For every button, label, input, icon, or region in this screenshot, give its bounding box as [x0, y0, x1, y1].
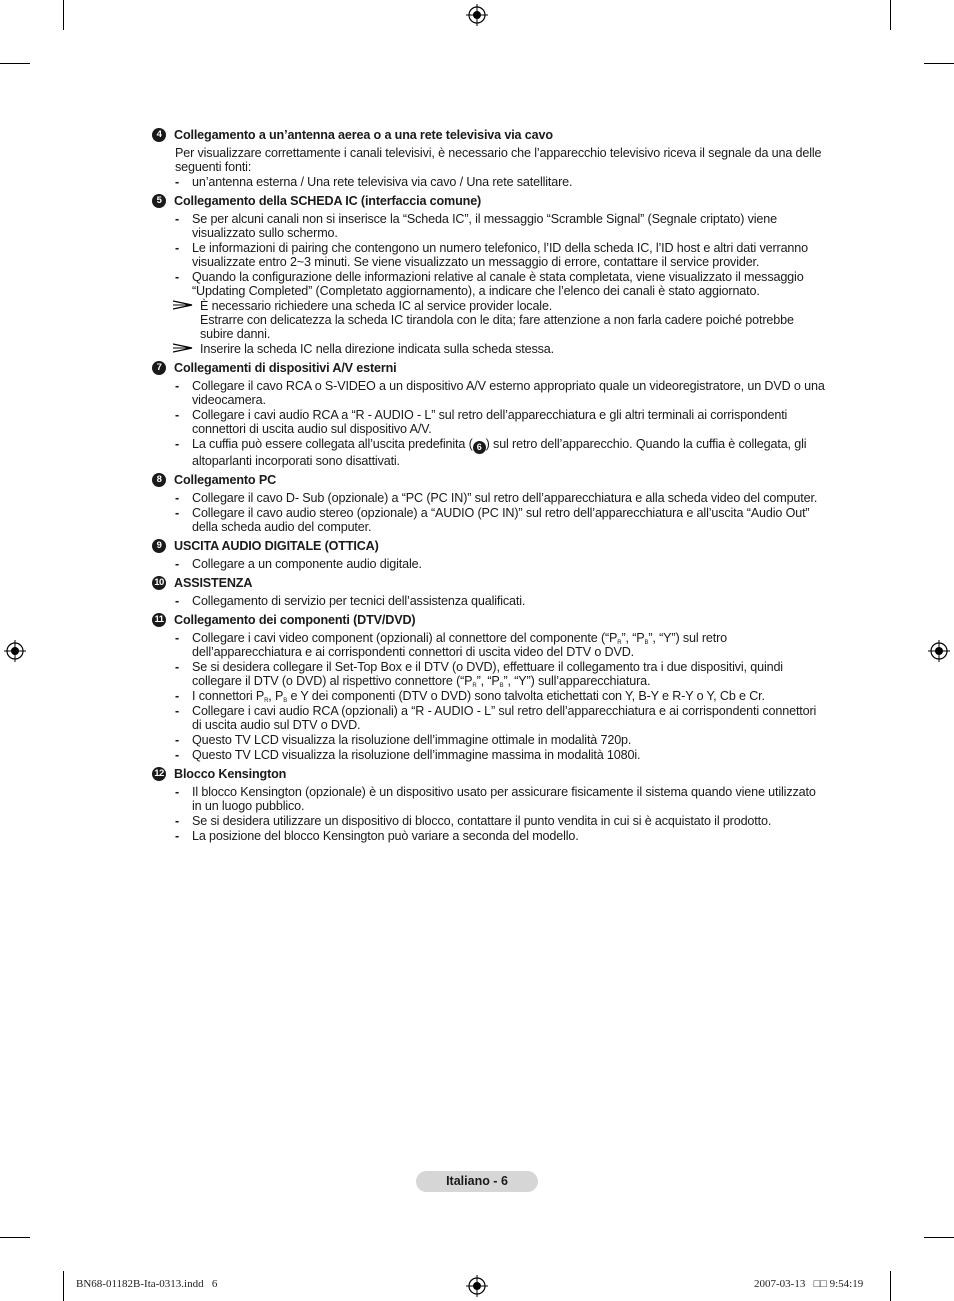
footer-datetime: 2007-03-13 □□ 9:54:19 — [754, 1278, 864, 1290]
crop-mark — [890, 0, 891, 30]
section-number-icon: 4 — [152, 128, 166, 142]
list-item: - Collegare il cavo audio stereo (opzionale) a “AUDIO (PC IN)” sul retro dell’apparecchiatura e all’uscita “Audio Out” della scheda audio del computer. — [175, 505, 810, 534]
crop-mark — [924, 1237, 954, 1238]
section-number-icon: 8 — [152, 473, 166, 487]
section-title: Collegamento a un’antenna aerea o a una rete televisiva via cavo — [174, 128, 553, 142]
note-arrow-icon — [173, 299, 200, 341]
list-item: - Se si desidera collegare il Set-Top Box e il DTV (o DVD), effettuare il collegamento tra i due dispositivi, quindi collegare il DTV (o DVD) al rispettivo connettore (“$P_R$”, “$P_B$”, “Y”) sull’apparecchiatura. — [175, 659, 783, 689]
crop-mark — [0, 1237, 30, 1238]
section-title: Collegamento dei componenti (DTV/DVD) — [174, 612, 416, 627]
list-item: - Collegamento di servizio per tecnici dell’assistenza qualificati. — [175, 593, 526, 608]
list-item: - Collegare i cavi video component (opzionali) al connettore del componente (“$P_R$”, “$P_B$”, “Y”) sul retro dell’apparecchiatura e ai corrispondenti connettori di uscita video del DTV o DVD. — [175, 630, 727, 659]
list-item: - Se per alcuni canali non si inserisce la “Scheda IC”, il messaggio “Scramble Signal” (Segnale criptato) viene visualizzato sullo schermo. — [175, 212, 777, 240]
section-number-icon: 12 — [152, 767, 166, 781]
section-service — [152, 576, 828, 608]
section-component — [152, 613, 828, 762]
note-item: Inserire la scheda IC nella direzione indicata sulla scheda stessa. — [173, 342, 828, 356]
registration-mark-icon — [466, 4, 488, 26]
crop-mark — [0, 63, 30, 64]
list-item: - Collegare il cavo RCA o S-VIDEO a un dispositivo A/V esterno appropriato quale un videoregistratore, un DVD o una videocamera. — [175, 379, 825, 407]
note-item: È necessario richiedere una scheda IC al service provider locale. Estrarre con delicatezza la scheda IC tirandola con le dita; fare attenzione a non farla cadere poiché potrebbe subire danni. — [173, 299, 828, 341]
list-item: - Collegare i cavi audio RCA a “R - AUDIO - L” sul retro dell’apparecchiatura e gli altri terminali ai corrispondenti connettori di uscita audio sul dispositivo A/V. — [175, 408, 788, 436]
section-number-icon: 7 — [152, 361, 166, 375]
section-av-external — [152, 361, 828, 468]
section-ic-card — [152, 194, 828, 356]
registration-mark-icon — [4, 640, 26, 662]
section-number-icon: 10 — [152, 576, 166, 590]
registration-mark-icon — [466, 1275, 488, 1297]
section-pc — [152, 473, 828, 534]
footer-filename: BN68-01182B-Ita-0313.indd 6 — [76, 1278, 218, 1290]
section-digital-audio — [152, 539, 828, 571]
crop-mark — [63, 0, 64, 30]
section-antenna — [152, 128, 828, 189]
section-title: ASSISTENZA — [174, 575, 253, 590]
section-number-icon: 5 — [152, 194, 166, 208]
crop-mark — [890, 1271, 891, 1301]
list-item: - un’antenna esterna / Una rete televisiva via cavo / Una rete satellitare. — [175, 175, 573, 189]
list-item: - Se si desidera utilizzare un dispositivo di blocco, contattare il punto vendita in cui si è acquistato il prodotto. — [175, 813, 772, 828]
list-item: - Questo TV LCD visualizza la risoluzione dell’immagine massima in modalità 1080i. — [175, 747, 641, 762]
list-item: - La posizione del blocco Kensington può variare a seconda del modello. — [175, 828, 579, 843]
list-item: - Collegare il cavo D- Sub (opzionale) a “PC (PC IN)” sul retro dell’apparecchiatura e alla scheda video del computer. — [175, 490, 818, 505]
crop-mark — [63, 1271, 64, 1301]
section-kensington — [152, 767, 828, 843]
section-title: Collegamento della SCHEDA IC (interfaccia comune) — [174, 194, 482, 208]
section-title: Blocco Kensington — [174, 766, 287, 781]
list-item: - Collegare i cavi audio RCA (opzionali) a “R - AUDIO - L” sul retro dell’apparecchiatura e ai corrispondenti connettori di uscita audio sul DTV o DVD. — [175, 703, 817, 732]
list-item: - I connettori $P_R$, $P_B$ e Y dei componenti (DTV o DVD) sono talvolta etichettati con Y, B-Y e R-Y o Y, Cb e Cr. — [175, 688, 765, 704]
list-item: - Quando la configurazione delle informazioni relative al canale è stata completata, viene visualizzato il messaggio “Updating Completed” (Completato aggiornamento), a indicare che l’elenco dei canali è stato aggiornato. — [175, 270, 804, 298]
registration-mark-icon — [928, 640, 950, 662]
manual-content — [152, 128, 828, 848]
section-title: USCITA AUDIO DIGITALE (OTTICA) — [174, 538, 379, 553]
list-item: - Collegare a un componente audio digitale. — [175, 556, 422, 571]
section-number-icon: 11 — [152, 613, 166, 627]
list-item: - Il blocco Kensington (opzionale) è un dispositivo usato per assicurare fisicamente il sistema quando viene utilizzato in un luogo pubblico. — [175, 784, 816, 813]
crop-mark — [924, 63, 954, 64]
jack-number-icon: 6 — [473, 441, 486, 454]
list-item: - Le informazioni di pairing che contengono un numero telefonico, l’ID della scheda IC, l’ID host e altri dati verranno visualizzate entro 2~3 minuti. Se viene visualizzato un messaggio di errore, contattare il service provider. — [175, 241, 808, 269]
page-number-badge: Italiano - 6 — [416, 1171, 538, 1192]
section-paragraph: Per visualizzare correttamente i canali televisivi, è necessario che l’apparecchio televisivo riceva il segnale da una delle seguenti fonti: — [175, 146, 822, 174]
section-title: Collegamento PC — [174, 472, 277, 487]
list-item: - Questo TV LCD visualizza la risoluzione dell’immagine ottimale in modalità 720p. — [175, 732, 632, 747]
section-title: Collegamenti di dispositivi A/V esterni — [174, 361, 397, 375]
note-arrow-icon — [173, 342, 200, 356]
list-item: - La cuffia può essere collegata all’uscita predefinita ( 6 ) sul retro dell’apparecchio. Quando la cuffia è collegata, gli altoparlanti incorporati sono disattivati. — [175, 437, 807, 468]
section-number-icon: 9 — [152, 539, 166, 553]
